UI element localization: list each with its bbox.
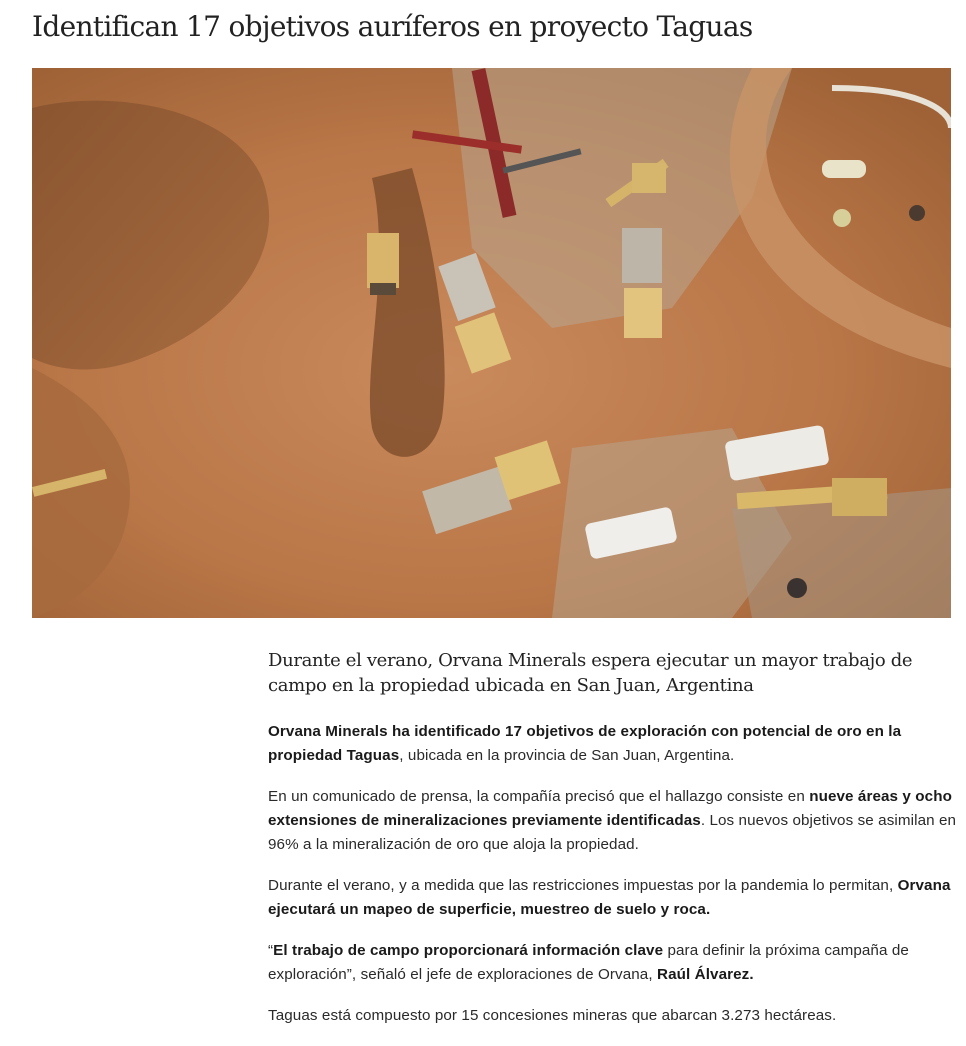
paragraph-1-bold: Orvana Minerals ha identificado 17 objetivos de exploración con potencial de oro en la propiedad Taguas xyxy=(268,723,902,764)
article-title: Identifican 17 objetivos auríferos en proyecto Taguas xyxy=(32,10,753,43)
hero-image xyxy=(32,68,951,618)
paragraph-2-text-b: . Los nuevos objetivos se asimilan en 96% a la mineralización de oro que aloja la propiedad. xyxy=(268,812,957,853)
quote-open-mark: “ xyxy=(268,942,274,959)
paragraph-5: Taguas está compuesto por 15 concesiones mineras que abarcan 3.273 hectáreas. xyxy=(268,1007,837,1024)
paragraph-2 xyxy=(268,785,958,857)
open-pit-mine-aerial-photo-icon xyxy=(32,68,951,618)
paragraph-2-text-a: En un comunicado de prensa, la compañía precisó que el hallazgo consiste en xyxy=(268,788,810,805)
paragraph-4-bold-name: Raúl Álvarez. xyxy=(657,966,754,983)
paragraph-4-text: para definir la próxima campaña de exploración”, señaló el jefe de exploraciones de Orvana, xyxy=(268,942,909,983)
paragraph-1-text: , ubicada en la provincia de San Juan, Argentina. xyxy=(399,747,735,764)
article-subtitle: Durante el verano, Orvana Minerals espera ejecutar un mayor trabajo de campo en la propiedad ubicada en San Juan, Argentina xyxy=(268,650,913,696)
paragraph-4 xyxy=(268,939,958,987)
paragraph-3-text: Durante el verano, y a medida que las restricciones impuestas por la pandemia lo permitan, xyxy=(268,877,898,894)
paragraph-3 xyxy=(268,874,958,922)
paragraph-2-bold: nueve áreas y ocho extensiones de mineralizaciones previamente identificadas xyxy=(268,788,952,829)
paragraph-4-bold-quote: El trabajo de campo proporcionará información clave xyxy=(273,942,664,959)
paragraph-1 xyxy=(268,720,958,768)
paragraph-3-bold: Orvana ejecutará un mapeo de superficie, muestreo de suelo y roca. xyxy=(268,877,951,918)
article-body xyxy=(268,648,958,1045)
